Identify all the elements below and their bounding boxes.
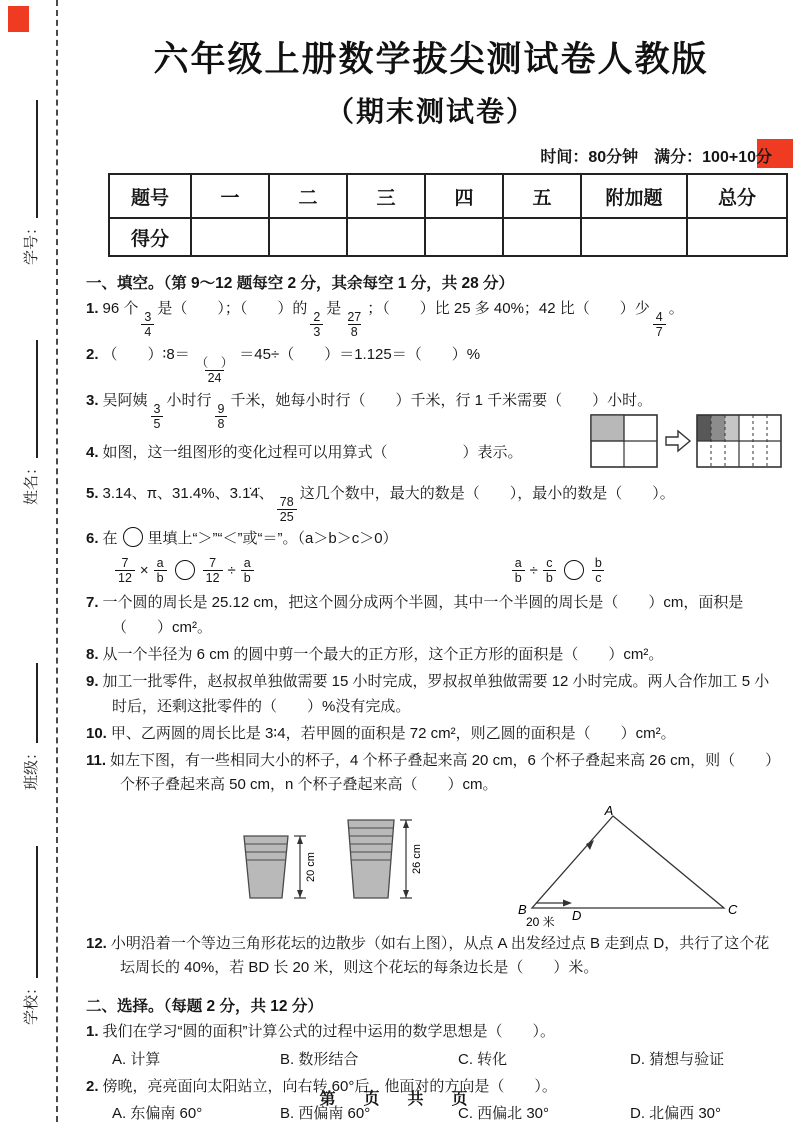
triangle-flowerbed-figure [516,806,740,928]
binding-dashed-line [56,0,58,1122]
choice-q1-option-c: C. 转化 [458,1050,508,1068]
fill-q10: 10. 甲、乙两圆的周长比是 3∶4，若甲圆的面积是 72 cm²，则乙圆的面积是（ ）cm²。 [86,724,676,742]
fill-q2: 2. （ ）∶8＝ $\frac{( )}{24}$ ＝45÷（ ）＝1.125＝（ ）% [86,345,481,386]
fraction: $\frac{c}{b}$ [543,556,556,586]
student-school-blank-line [22,846,38,978]
score-table-corner: 题号 [109,174,191,218]
student-name-blank-line [22,340,38,458]
fraction: $\frac{b}{c}$ [592,556,605,586]
fraction: $\frac{9}{8}$ [215,402,228,432]
choice-q1-option-a: A. 计算 [112,1050,161,1068]
time-score-info: 时间：80分钟 满分：100+10分 [540,149,772,166]
fill-q4: 4. 如图，这一组图形的变化过程可以用算式（ ）表示。 [86,441,776,465]
choice-q2-option-c: C. 西偏北 30° [458,1104,550,1122]
fraction: $\frac{7}{12}$ [115,556,135,586]
paper-subtitle: （期末测试卷） [325,96,536,127]
section-2-heading: 二、选择。（每题 2 分，共 12 分） [86,998,323,1016]
student-class-field [18,640,42,790]
student-class-blank-line [22,663,38,743]
score-table-header-row [109,174,787,218]
score-cell [269,218,347,256]
fraction: $\frac{a}{b}$ [241,556,254,586]
score-col-4: 四 [425,174,503,218]
choice-q2-option-d: D. 北偏西 30° [630,1104,722,1122]
triangle-point-d: D [572,907,582,923]
student-id-blank-line [22,100,38,218]
fill-q7: 7. 一个圆的周长是 25.12 cm，把这个圆分成两个半圆，其中一个半圆的周长是（ ）cm，面积是（ ）cm²。 [86,594,744,636]
fill-q5: 5. 3.14、π、31.4%、3.1̇4̇、 $\frac{78}{25}$ 这几个数中，最大的数是（ ），最小的数是（ ）。 [86,484,675,524]
fraction: $\frac{78}{25}$ [277,495,297,525]
student-name-field [18,305,42,505]
fill-q9: 9. 加工一批零件，赵叔叔单独做需要 15 小时完成，罗叔叔单独做需要 12 小时完成。两人合作加工 5 小时后，还剩这批零件的（ ）%没有完成。 [86,673,770,715]
comparison-circle [175,560,195,580]
comparison-circle [123,527,143,547]
score-col-extra: 附加题 [581,174,687,218]
fill-q1: 1. 96 个 $\frac{3}{4}$ 是（ ）；（ ）的 $\frac{2}{3}$ 是 $\frac{27}{8}$ ；（ ）比 25 多 40%；42 比（ ）少 $\frac{4}{7}$ 。 [86,300,684,340]
fill-q8: 8. 从一个半径为 6 cm 的圆中剪一个最大的正方形，这个正方形的面积是（ ）cm²。 [86,645,664,663]
student-id-field [18,75,42,265]
score-col-1: 一 [191,174,269,218]
fraction: $\frac{3}{5}$ [151,402,164,432]
choice-q1-option-d: D. 猜想与验证 [630,1050,725,1068]
fraction: $\frac{3}{4}$ [141,310,154,340]
stacked-cups-figure [236,806,448,928]
score-row-label: 得分 [109,218,191,256]
q11-q12-figures [236,806,776,928]
paper-title: 六年级上册数学拔尖测试卷人教版 [153,40,709,79]
fill-q6: 6. 在 里填上“＞”“＜”或“＝”。（a＞b＞c＞0） [86,527,776,551]
choice-q2-option-b: B. 西偏南 60° [280,1104,371,1122]
red-corner-mark [8,6,29,32]
choice-q1-option-b: B. 数形结合 [280,1050,359,1068]
fraction: $\frac{2}{3}$ [310,310,323,340]
score-cell [425,218,503,256]
q6-expression-2: $\frac{a}{b}$ ÷ $\frac{c}{b}$ $\frac{b}{c}$ [509,556,608,586]
choice-q1-options [86,1048,776,1069]
triangle-point-c: C [728,901,738,917]
fill-q12: 12. 小明沿着一个等边三角形花坛的边散步（如右上图），从点 A 出发经过点 B 走到点 D，共行了这个花坛周长的 40%，若 BD 长 20 米，则这个花坛的每条边长是（ ）米。 [86,934,770,977]
fill-q11: 11. 如左下图，有一些相同大小的杯子，4 个杯子叠起来高 20 cm，6 个杯子叠起来高 26 cm，则（ ）个杯子叠起来高 50 cm，n 个杯子叠起来高（ ）cm。 [86,752,773,794]
cups-height-label-26: 26 cm [411,843,423,874]
fraction: $\frac{27}{8}$ [347,310,362,340]
student-name-label: 姓名： [22,459,40,505]
q6-expressions [86,556,776,586]
triangle-bd-length: 20 米 [526,914,555,928]
q4-shape-figure [590,411,782,479]
score-col-total: 总分 [687,174,787,218]
student-class-label: 班级： [22,744,40,790]
score-table [108,173,788,257]
triangle-point-a: A [604,805,614,818]
score-col-2: 二 [269,174,347,218]
student-school-label: 学校： [22,979,40,1025]
score-table-score-row [109,218,787,256]
fraction: $\frac{7}{12}$ [203,556,223,586]
fraction: $\frac{a}{b}$ [154,556,167,586]
cups-height-label-20: 20 cm [305,851,317,882]
student-id-label: 学号： [22,219,40,265]
fill-q3: 3. 吴阿姨 $\frac{3}{5}$ 小时行 $\frac{9}{8}$ 千米，她每小时行（ ）千米，行 1 千米需要（ ）小时。 [86,391,653,431]
score-col-3: 三 [347,174,425,218]
fraction: $\frac{4}{7}$ [653,310,666,340]
score-col-5: 五 [503,174,581,218]
score-cell [687,218,787,256]
score-cell [581,218,687,256]
choice-q1: 1. 我们在学习“圆的面积”计算公式的过程中运用的数学思想是（ ）。 [86,1023,556,1041]
page-footer: 第 页 共 页 [319,1091,474,1108]
score-cell [191,218,269,256]
triangle-point-b: B [518,901,527,917]
q6-expression-1: $\frac{7}{12}$ × $\frac{a}{b}$ $\frac{7}{12}$ ÷ $\frac{a}{b}$ [112,556,257,586]
score-cell [503,218,581,256]
fraction: $\frac{a}{b}$ [512,556,525,586]
q4-grid-diagram [590,411,782,471]
paper-body [86,22,776,1122]
fraction: $\frac{( )}{24}$ [195,355,234,386]
section-1-heading: 一、填空。（第 9～12 题每空 2 分，其余每空 1 分，共 28 分） [86,275,515,292]
score-cell [347,218,425,256]
student-school-field [18,815,42,1025]
choice-q2: 2. 傍晚，亮亮面向太阳站立，向右转 60°后，他面对的方向是（ ）。 [86,1077,557,1095]
comparison-circle [564,560,584,580]
choice-q2-option-a: A. 东偏南 60° [112,1104,203,1122]
